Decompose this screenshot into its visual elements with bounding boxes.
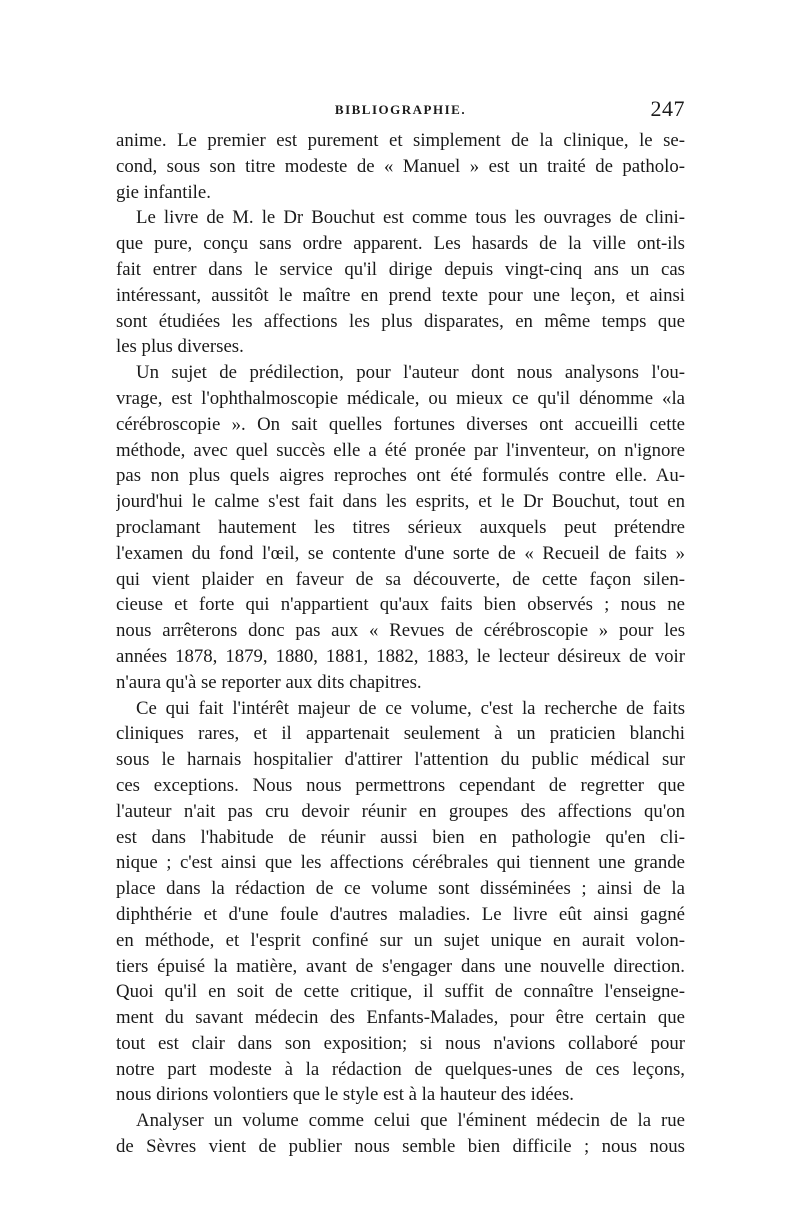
body-text	[116, 128, 685, 1160]
text-line: Le livre de M. le Dr Bouchut est comme tous les ouvrages de clini-	[136, 207, 685, 229]
text-line: pas non plus quels aigres reproches ont été formulés contre elle. Au-	[116, 465, 685, 487]
running-title: BIBLIOGRAPHIE.	[334, 102, 467, 117]
text-line: notre part modeste à la rédaction de quelques-unes de ces leçons,	[116, 1058, 685, 1080]
running-head	[116, 96, 685, 124]
text-line: ces exceptions. Nous nous permettrons cependant de regretter que	[116, 774, 685, 796]
text-line: en méthode, et l'esprit confiné sur un sujet unique en aurait volon-	[116, 929, 685, 951]
text-line: les plus diverses.	[116, 336, 244, 358]
text-line: cond, sous son titre modeste de « Manuel » est un traité de patholo-	[116, 155, 685, 177]
text-line: gie infantile.	[116, 181, 211, 203]
text-line: Un sujet de prédilection, pour l'auteur dont nous analysons l'ou-	[136, 362, 685, 384]
text-line: diphthérie et d'une foule d'autres maladies. Le livre eût ainsi gagné	[116, 903, 685, 925]
text-line: tiers épuisé la matière, avant de s'engager dans une nouvelle direction.	[116, 955, 685, 977]
text-line: intéressant, aussitôt le maître en prend texte pour une leçon, et ainsi	[116, 284, 685, 306]
text-line: n'aura qu'à se reporter aux dits chapitres.	[116, 671, 422, 693]
page-number: 247	[650, 96, 685, 121]
text-line: place dans la rédaction de ce volume sont disséminées ; ainsi de la	[116, 878, 685, 900]
text-line: est dans l'habitude de réunir aussi bien en pathologie qu'en cli-	[116, 826, 685, 848]
text-line: vrage, est l'ophthalmoscopie médicale, ou mieux ce qu'il dénomme «la	[116, 387, 685, 409]
text-line: anime. Le premier est purement et simplement de la clinique, le se-	[116, 130, 685, 151]
text-line: sous le harnais hospitalier d'attirer l'attention du public médical sur	[116, 749, 685, 771]
text-line: années 1878, 1879, 1880, 1881, 1882, 1883, le lecteur désireux de voir	[116, 645, 685, 667]
text-line: nous arrêterons donc pas aux « Revues de cérébroscopie » pour les	[116, 620, 685, 642]
text-line: ment du savant médecin des Enfants-Malades, pour être certain que	[116, 1007, 685, 1029]
text-line: Analyser un volume comme celui que l'éminent médecin de la rue	[136, 1110, 685, 1132]
text-line: cliniques rares, et il appartenait seulement à un praticien blanchi	[116, 723, 685, 745]
text-line: nous dirions volontiers que le style est à la hauteur des idées.	[116, 1084, 574, 1106]
text-line: fait entrer dans le service qu'il dirige depuis vingt-cinq ans un cas	[116, 258, 685, 280]
text-line: qui vient plaider en faveur de sa découverte, de cette façon silen-	[116, 568, 685, 590]
text-line: méthode, avec quel succès elle a été pronée par l'inventeur, on n'ignore	[116, 439, 685, 461]
text-line: nique ; c'est ainsi que les affections cérébrales qui tiennent une grande	[116, 852, 685, 874]
text-line: l'auteur n'ait pas cru devoir réunir en groupes des affections qu'on	[116, 800, 685, 822]
text-line: sont étudiées les affections les plus disparates, en même temps que	[116, 310, 685, 332]
text-line: cérébroscopie ». On sait quelles fortunes diverses ont accueilli cette	[116, 413, 685, 435]
text-line: Ce qui fait l'intérêt majeur de ce volume, c'est la recherche de faits	[136, 697, 685, 719]
text-line: de Sèvres vient de publier nous semble bien difficile ; nous nous	[116, 1136, 685, 1158]
text-line: proclamant hautement les titres sérieux auxquels peut prétendre	[116, 516, 685, 538]
text-line: jourd'hui le calme s'est fait dans les esprits, et le Dr Bouchut, tout en	[116, 491, 685, 513]
text-line: que pure, conçu sans ordre apparent. Les hasards de la ville ont-ils	[116, 233, 685, 255]
text-line: l'examen du fond l'œil, se contente d'une sorte de « Recueil de faits »	[116, 542, 685, 564]
text-line: Quoi qu'il en soit de cette critique, il suffit de connaître l'enseigne-	[116, 981, 685, 1003]
text-line: cieuse et forte qui n'appartient qu'aux faits bien observés ; nous ne	[116, 594, 685, 616]
text-line: tout est clair dans son exposition; si nous n'avions collaboré pour	[116, 1032, 685, 1054]
